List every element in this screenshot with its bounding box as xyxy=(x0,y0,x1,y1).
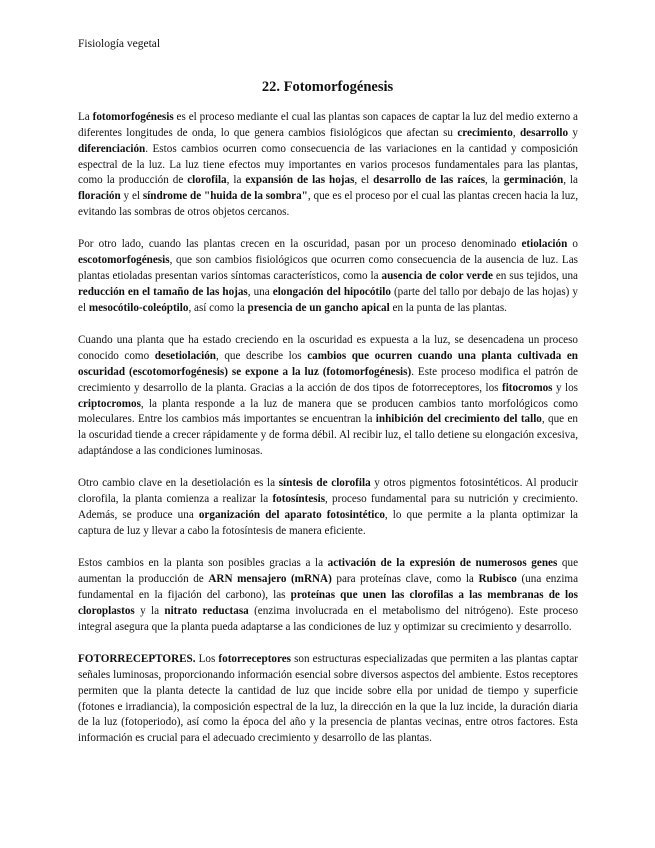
bold-term: fotomorfogénesis xyxy=(92,111,174,123)
text-run: , xyxy=(512,126,520,139)
text-run: La xyxy=(78,111,93,123)
text-run: (enzima involucrada en el metabolismo del nitrógeno). Este proceso integral asegura que la planta pueda adaptarse a las condiciones de luz y optimizar su crecimiento y desarrollo. xyxy=(78,604,579,633)
bold-term: nitrato reductasa xyxy=(164,604,249,617)
text-run: Otro cambio clave en la desetiolación es la xyxy=(78,477,279,490)
text-run: , que en la oscuridad tiende a crecer rápidamente y de forma débil. Al recibir luz, el tallo detiene su elongación excesiva, adaptándose a las condiciones luminosas. xyxy=(78,413,578,458)
paragraph xyxy=(78,556,578,635)
text-run: , lo que permite a la planta optimizar la captura de luz y llevar a cabo la fotosíntesis de manera eficiente. xyxy=(78,509,579,537)
paragraph xyxy=(78,333,578,460)
text-run: , la xyxy=(485,174,504,187)
text-run: , proceso fundamental para su nutrición y crecimiento. Además, se produce una xyxy=(78,493,578,522)
bold-term: presencia de un gancho apical xyxy=(247,301,390,314)
bold-term: organización del aparato fotosintético xyxy=(198,509,385,522)
bold-term: clorofila xyxy=(187,174,227,187)
text-run: . Este proceso modifica el patrón de crecimiento y desarrollo de la planta. Gracias a la acción de dos tipos de fotorreceptores, los xyxy=(78,365,578,394)
bold-term: criptocromos xyxy=(78,397,141,410)
bold-term: floración xyxy=(78,190,121,203)
bold-term: mesocótilo-coleóptilo xyxy=(88,301,189,314)
text-run: en la punta de las plantas. xyxy=(389,301,507,314)
bold-term: desarrollo xyxy=(519,126,569,139)
text-run: y la xyxy=(134,604,165,617)
text-run: , que son cambios fisiológicos que ocurren como consecuencia de la ausencia de luz. Las plantas etioladas presentan varios síntomas característicos, como la xyxy=(78,254,578,283)
text-run: Estos cambios en la planta son posibles gracias a la xyxy=(78,557,328,570)
bold-term: síndrome de "huida de la sombra" xyxy=(142,190,308,203)
bold-term: crecimiento xyxy=(457,126,513,139)
bold-term: escotomorfogénesis xyxy=(78,254,170,267)
text-run: es el proceso mediante el cual las plantas son capaces de captar la luz del medio externo a diferentes longitudes de onda, lo que genera cambios fisiológicos que afectan su xyxy=(78,111,578,139)
text-run: , la xyxy=(226,174,246,187)
text-run: (parte del tallo por debajo de las hojas) y el xyxy=(78,285,578,314)
text-run: y el xyxy=(120,190,143,203)
body-text xyxy=(78,110,578,764)
text-run: , así como la xyxy=(188,301,248,314)
running-header: Fisiología vegetal xyxy=(78,38,161,50)
bold-term: desarrollo de las raíces xyxy=(373,174,486,187)
paragraph xyxy=(78,652,578,747)
text-run: y otros pigmentos fotosintéticos. Al producir clorofila, la planta comienza a realizar la xyxy=(78,477,578,506)
text-run: o xyxy=(567,238,578,251)
text-run: (una enzima fundamental en la fijación del carbono), las xyxy=(78,573,579,601)
bold-term: FOTORRECEPTORES. xyxy=(78,652,196,665)
bold-term: inhibición del crecimiento del tallo xyxy=(375,413,542,426)
bold-term: germinación xyxy=(503,174,564,187)
text-run: , una xyxy=(247,285,273,298)
paragraph xyxy=(78,476,578,539)
text-run: que aumentan la producción de xyxy=(78,557,579,586)
text-run: Por otro lado, cuando las plantas crecen en la oscuridad, pasan por un proceso denominado xyxy=(78,238,522,251)
bold-term: síntesis de clorofila xyxy=(278,477,371,490)
text-run: Cuando una planta que ha estado creciendo en la oscuridad es expuesta a la luz, se desencadena un proceso conocido como xyxy=(78,334,578,362)
text-run: Los xyxy=(195,652,219,665)
bold-term: desetiolación xyxy=(154,349,216,362)
bold-term: Rubisco xyxy=(478,573,517,586)
bold-term: expansión de las hojas xyxy=(245,174,355,187)
paragraph xyxy=(78,237,578,316)
text-run: , la planta responde a la luz de manera que se producen cambios tanto morfológicos como moleculares. Entre los cambios más importantes se encuentran la xyxy=(78,397,578,426)
text-run: , la xyxy=(563,174,578,187)
text-run: , que describe los xyxy=(215,349,308,362)
text-run: . Estos cambios ocurren como consecuencia de las variaciones en la cantidad y composición espectral de la luz. La luz tiene efectos muy importantes en varios procesos fundamentales para las plantas, como la producción de xyxy=(78,142,578,187)
bold-term: cambios que ocurren cuando una planta cultivada en oscuridad (escotomorfogénesis) se expone a la luz (fotomorfogénesis) xyxy=(78,349,578,378)
bold-term: reducción en el tamaño de las hojas xyxy=(78,285,248,298)
text-run: en sus tejidos, una xyxy=(492,270,579,283)
text-run: son estructuras especializadas que permiten a las plantas captar señales luminosas, proporcionando información esencial sobre diversos aspectos del ambiente. Estos receptores permiten que la planta detecte la cantidad de luz que incide sobre ella por unidad de tiempo y superficie (fotones e irradiancia), la composición espectral de la luz, la dirección en la que la luz incide, la duración diaria de la luz (fotoperiodo), así como la época del año y la presencia de plantas vecinas, entre otros factores. Esta información es crucial para el adecuado crecimiento y desarrollo de las plantas. xyxy=(78,652,578,745)
text-run: , el xyxy=(354,174,374,187)
bold-term: fotosíntesis xyxy=(272,493,326,506)
bold-term: etiolación xyxy=(521,238,568,251)
text-run: y xyxy=(568,126,578,139)
text-run: y los xyxy=(552,381,578,394)
bold-term: fotorreceptores xyxy=(218,652,292,665)
text-run: para proteínas clave, como la xyxy=(331,573,479,586)
paragraph xyxy=(78,110,578,221)
bold-term: activación de la expresión de numerosos genes xyxy=(327,557,558,570)
bold-term: fitocromos xyxy=(501,381,553,394)
bold-term: elongación del hipocótilo xyxy=(272,285,391,298)
section-title: 22. Fotomorfogénesis xyxy=(261,79,394,95)
bold-term: ausencia de color verde xyxy=(381,270,493,283)
text-run: , que es el proceso por el cual las plantas crecen hacia la luz, evitando las sombras de otros objetos cercanos. xyxy=(78,190,578,219)
bold-term: diferenciación xyxy=(78,142,146,155)
bold-term: proteínas que unen las clorofilas a las membranas de los cloroplastos xyxy=(78,588,578,617)
bold-term: ARN mensajero (mRNA) xyxy=(208,573,332,586)
